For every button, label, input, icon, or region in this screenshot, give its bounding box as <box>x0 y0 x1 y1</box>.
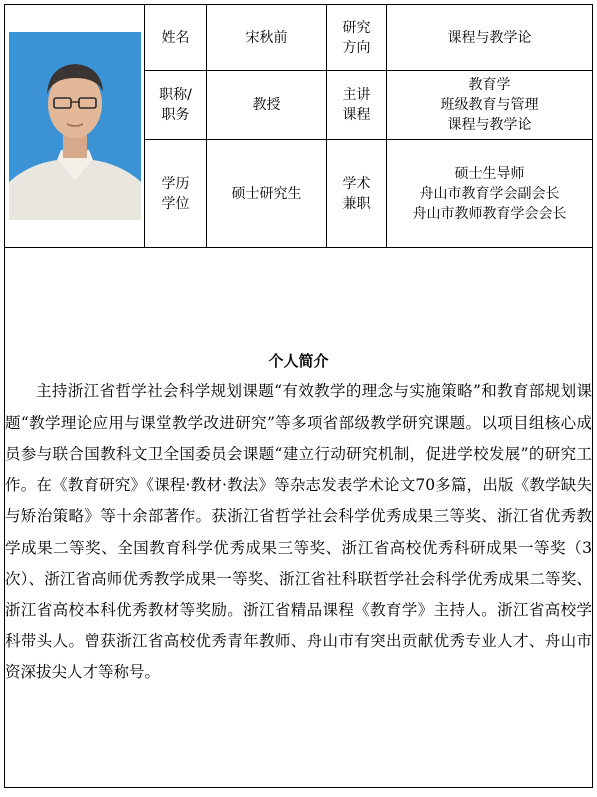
course-item: 班级教育与管理 <box>440 97 539 113</box>
academic-post-item: 硕士生导师 <box>454 165 525 182</box>
bio-text: 主持浙江省哲学社会科学规划课题“有效教学的理念与实施策略”和教育部规划课题“教学理论应用与课堂教学改进研究”等多项省部级教学研究课题。以项目组核心成员参与联合国教科文卫全国委员会课题“建立行动研究机制，促进学校发展”的研究工作。在《教育研究》《课程·教材·教法》等杂志发表学术论文70多篇，出版《教学缺失与矫治策略》等十余部著作。获浙江省哲学社会科学优秀成果三等奖、浙江省优秀教学成果二等奖、全国教育科学优秀成果三等奖、浙江省高校优秀科研成果一等奖（3次）、浙江省高师优秀教学成果一等奖、浙江省社科联哲学社会科学优秀成果二等奖、浙江省高校本科优秀教材等奖励。浙江省精品课程《教育学》主持人。浙江省高校学科带头人。曾获浙江省高校优秀青年教师、舟山市有突出贡献优秀专业人才、舟山市资深拔尖人才等称号。 <box>5 382 592 682</box>
bio-section <box>5 248 593 788</box>
research-direction-label: 研究 方向 <box>327 5 387 71</box>
academic-post-item: 舟山市教育学会副会长 <box>419 185 560 202</box>
courses-label: 主讲 课程 <box>327 71 387 140</box>
courses-list <box>387 71 593 140</box>
name-value: 宋秋前 <box>207 5 327 71</box>
degree-label: 学历 学位 <box>145 140 207 248</box>
course-item: 教育学 <box>468 77 511 93</box>
photo-cell <box>5 5 145 248</box>
name-label: 姓名 <box>145 5 207 71</box>
bio-heading: 个人简介 <box>268 352 329 371</box>
course-item: 课程与教学论 <box>447 117 532 133</box>
portrait-photo <box>9 32 141 220</box>
degree-value: 硕士研究生 <box>207 140 327 248</box>
title-label: 职称/ 职务 <box>145 71 207 140</box>
academic-posts-label: 学术 兼职 <box>327 140 387 248</box>
research-direction-value: 课程与教学论 <box>387 5 593 71</box>
title-value: 教授 <box>207 71 327 140</box>
profile-table <box>4 4 593 788</box>
academic-posts-list <box>387 140 593 248</box>
academic-post-item: 舟山市教师教育学会会长 <box>412 205 567 222</box>
